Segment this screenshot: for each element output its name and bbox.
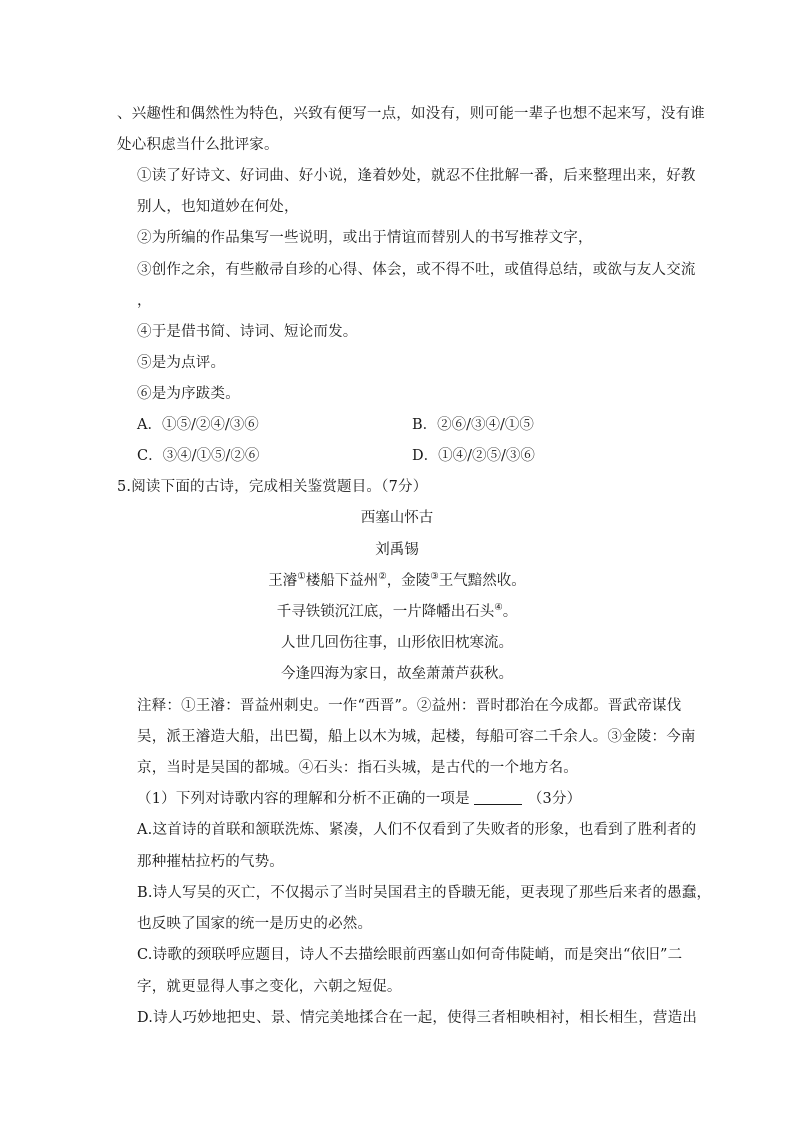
note-ref-1: ①	[297, 571, 306, 582]
notes-line-3: 京，当时是吴国的都城。④石头：指石头城，是古代的一个地方名。	[137, 760, 578, 776]
notes-line-2: 吴，派王濬造大船，出巴蜀，船上以木为城，起楼，每船可容二千余人。③金陵：今南	[137, 729, 696, 745]
choice-b-line-1: B.诗人写吴的灭亡，不仅揭示了当时吴国君主的昏聩无能，更表现了那些后来者的愚蠢，	[137, 885, 712, 901]
choice-a-line-2: 那种摧枯拉朽的气势。	[137, 854, 284, 870]
poem-author: 刘禹锡	[375, 542, 419, 558]
option-d: D．①④/②⑤/③⑥	[412, 448, 535, 464]
poem-line-3: 人世几回伤往事，山形依旧枕寒流。	[281, 635, 513, 651]
choice-c-line-1: C.诗歌的颈联呼应题目，诗人不去描绘眼前西塞山如何奇伟陡峭，而是突出“依旧”二	[137, 947, 683, 963]
sentence-1-line-a: ①读了好诗文、好词曲、好小说，逢着妙处，就忍不住批解一番，后来整理出来，好教	[137, 168, 696, 184]
sentence-6: ⑥是为序跋类。	[137, 386, 240, 402]
choice-a-line-1: A.这首诗的首联和颔联洗炼、紧凑，人们不仅看到了失败者的形象，也看到了胜利者的	[137, 822, 697, 838]
note-ref-4: ④	[494, 602, 503, 613]
sentence-3-line-b: ，	[137, 293, 152, 309]
notes-line-1: 注释：①王濬：晋益州刺史。一作“西晋”。②益州：晋时郡治在今成都。晋武帝谋伐	[137, 698, 682, 714]
note-ref-3: ③	[430, 571, 439, 582]
choice-d-line-1: D.诗人巧妙地把史、景、情完美地揉合在一起，使得三者相映相衬，相长相生，营造出	[137, 1010, 698, 1026]
option-a: A．①⑤/②④/③⑥	[137, 417, 259, 433]
sentence-5: ⑤是为点评。	[137, 355, 226, 371]
sentence-4: ④于是借书简、诗词、短论而发。	[137, 324, 358, 340]
poem-line-4: 今逢四海为家日，故垒萧萧芦荻秋。	[281, 666, 513, 682]
sentence-1-line-b: 别人，也知道妙在何处，	[137, 199, 299, 215]
poem-line-2: 千寻铁锁沉江底，一片降幡出石头④。	[276, 602, 518, 620]
poem-title: 西塞山怀古	[360, 510, 434, 526]
sub-question-1: （1）下列对诗歌内容的理解和分析不正确的一项是 （3分）	[137, 791, 582, 807]
sentence-2: ②为所编的作品集写一些说明，或出于情谊而替别人的书写推荐文字，	[137, 230, 593, 246]
option-c: C．③④/①⑤/②⑥	[137, 448, 260, 464]
passage-line-2: 处心积虑当什么批评家。	[117, 137, 279, 153]
question-5-prompt: 5.阅读下面的古诗，完成相关鉴赏题目。（7分）	[117, 479, 428, 495]
answer-blank[interactable]	[474, 790, 522, 805]
option-b: B．②⑥/③④/①⑤	[412, 417, 534, 433]
note-ref-2: ②	[378, 571, 387, 582]
choice-b-line-2: 也反映了国家的统一是历史的必然。	[137, 916, 373, 932]
choice-c-line-2: 字，就更显得人事之变化，六朝之短促。	[137, 979, 402, 995]
poem-line-1: 王濬①楼船下益州②，金陵③王气黯然收。	[268, 571, 526, 589]
sentence-3-line-a: ③创作之余，有些敝帚自珍的心得、体会，或不得不吐，或值得总结，或欲与友人交流	[137, 262, 696, 278]
passage-line-1: 、兴趣性和偶然性为特色，兴致有便写一点，如没有，则可能一辈子也想不起来写，没有谁	[117, 106, 705, 122]
